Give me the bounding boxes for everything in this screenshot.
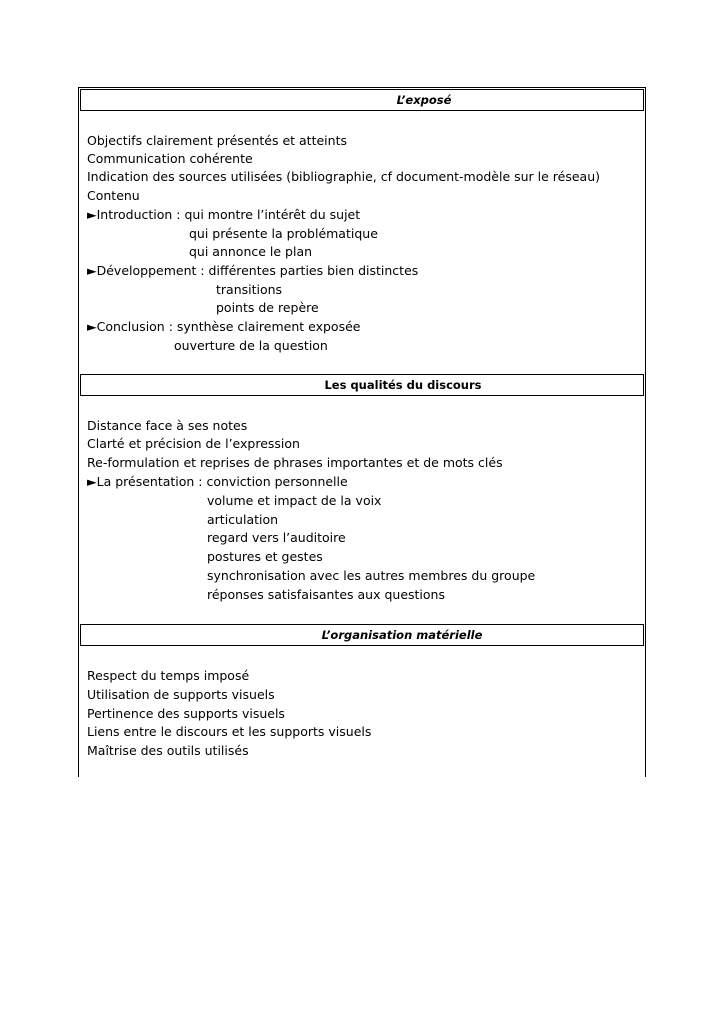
criterion-line: Objectifs clairement présentés et atteints (87, 133, 347, 148)
criterion-line: Distance face à ses notes (87, 418, 248, 433)
criterion-subline: volume et impact de la voix (207, 493, 382, 508)
criterion-line: ►Conclusion : synthèse clairement exposée (87, 319, 361, 334)
criterion-line: Indication des sources utilisées (bibliographie, cf document-modèle sur le réseau) (87, 169, 601, 184)
criterion-subline: postures et gestes (207, 549, 323, 564)
criterion-subline: articulation (207, 512, 279, 527)
criterion-subline: qui annonce le plan (189, 244, 313, 259)
section-title: Les qualités du discours (324, 378, 482, 392)
criterion-line: Communication cohérente (87, 151, 253, 166)
criterion-subline: points de repère (216, 300, 319, 315)
section-header-discours (80, 374, 644, 396)
criterion-subline: qui présente la problématique (189, 226, 378, 241)
criterion-line: Utilisation de supports visuels (87, 687, 275, 702)
criterion-line: ►La présentation : conviction personnelle (87, 474, 348, 489)
criterion-line: Respect du temps imposé (87, 668, 250, 683)
criterion-subline: ouverture de la question (174, 338, 328, 353)
criterion-subline: synchronisation avec les autres membres du groupe (207, 568, 536, 583)
section-title: L’exposé (396, 93, 452, 107)
criterion-subline: transitions (216, 282, 283, 297)
criterion-subline: regard vers l’auditoire (207, 530, 346, 545)
criterion-line: Pertinence des supports visuels (87, 706, 285, 721)
criterion-line: ►Développement : différentes parties bien distinctes (87, 263, 419, 278)
criterion-line: Contenu (87, 188, 140, 203)
evaluation-grid (78, 87, 646, 777)
section-title: L’organisation matérielle (321, 628, 483, 642)
section-header-expose (80, 89, 644, 111)
criterion-line: Liens entre le discours et les supports visuels (87, 724, 372, 739)
criterion-line: Re-formulation et reprises de phrases importantes et de mots clés (87, 455, 503, 470)
criterion-line: Clarté et précision de l’expression (87, 436, 300, 451)
criterion-line: ►Introduction : qui montre l’intérêt du sujet (87, 207, 361, 222)
section-header-organisation (80, 624, 644, 646)
criterion-line: Maîtrise des outils utilisés (87, 743, 249, 758)
criterion-subline: réponses satisfaisantes aux questions (207, 587, 445, 602)
